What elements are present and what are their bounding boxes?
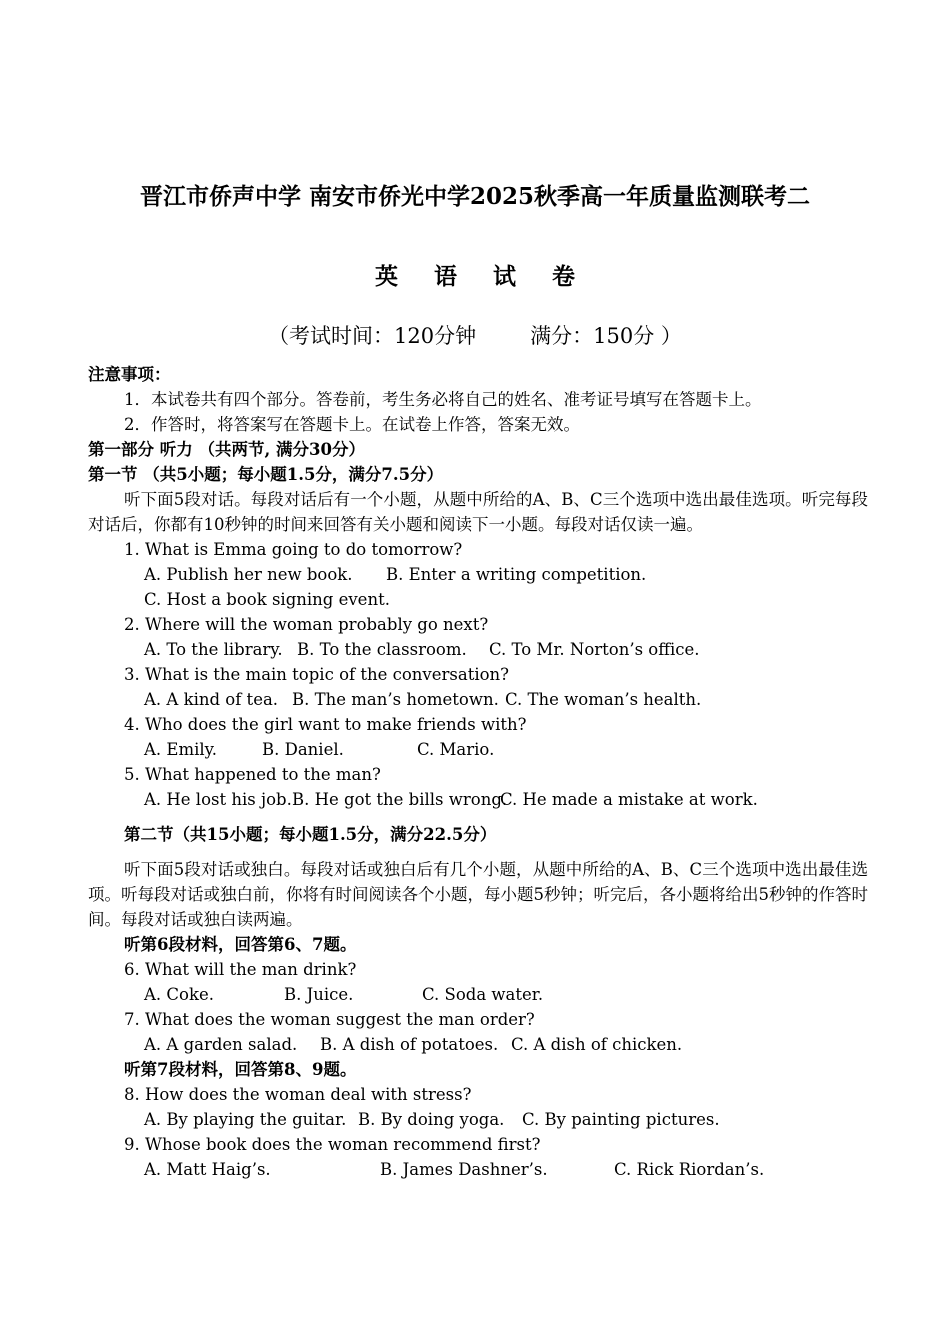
option-b: B. Juice. [284,985,354,1004]
option-b: B. The man’s hometown. [292,690,499,709]
subject-char: 英 [375,263,398,290]
option-a: A. A garden salad. [144,1035,298,1054]
option-c: C. He made a mistake at work. [500,790,758,809]
exam-score: 满分：150分 ） [530,324,682,348]
option-c: C. A dish of chicken. [511,1035,683,1054]
question-options [88,562,868,587]
part1-heading: 第一部分 听力 （共两节, 满分30分） [88,440,365,459]
exam-time-score [0,320,950,350]
question-options [88,1107,868,1132]
notice-item: 2．作答时，将答案写在答题卡上。在试卷上作答，答案无效。 [124,415,580,434]
question: 9. Whose book does the woman recommend first? [124,1135,541,1154]
material-heading: 听第6段材料，回答第6、7题。 [124,935,357,954]
notice-heading: 注意事项： [88,365,171,384]
option-c: C. Host a book signing event. [144,590,390,609]
option-b: B. By doing yoga. [358,1110,505,1129]
question-options [88,637,868,662]
notice-item: 1．本试卷共有四个部分。答卷前，考生务必将自己的姓名、准考证号填写在答题卡上。 [124,390,762,409]
option-b: B. To the classroom. [297,640,467,659]
subject-title [0,258,950,291]
option-c: C. By painting pictures. [522,1110,720,1129]
option-b: B. Enter a writing competition. [386,565,647,584]
exam-body [88,362,868,1182]
option-b: B. James Dashner’s. [380,1160,548,1179]
option-a: A. Matt Haig’s. [144,1160,271,1179]
question-options [88,1032,868,1057]
question: 3. What is the main topic of the conversation? [124,665,510,684]
option-a: A. By playing the guitar. [144,1110,347,1129]
option-b: B. A dish of potatoes. [320,1035,499,1054]
option-c: C. The woman’s health. [505,690,702,709]
section2-heading: 第二节（共15小题；每小题1.5分，满分22.5分） [124,825,497,844]
option-a: A. To the library. [144,640,283,659]
subject-char: 语 [434,263,457,290]
section1-heading: 第一节 （共5小题；每小题1.5分，满分7.5分） [88,465,444,484]
question: 5. What happened to the man? [124,765,381,784]
question-options [88,687,868,712]
question-options [88,787,868,812]
option-a: A. Emily. [144,740,218,759]
question: 6. What will the man drink? [124,960,357,979]
option-b: B. He got the bills wrong. [292,790,508,809]
option-a: A. Publish her new book. [144,565,353,584]
section1-instructions: 听下面5段对话。每段对话后有一个小题，从题中所给的A、B、C三个选项中选出最佳选项。听完每段对话后，你都有10秒钟的时间来回答有关小题和阅读下一小题。每段对话仅读一遍。 [88,490,868,534]
option-c: C. To Mr. Norton’s office. [489,640,700,659]
option-a: A. Coke. [144,985,214,1004]
question-options [88,737,868,762]
question: 2. Where will the woman probably go next? [124,615,489,634]
section2-instructions: 听下面5段对话或独白。每段对话或独白后有几个小题，从题中所给的A、B、C三个选项中选出最佳选项。听每段对话或独白前，你将有时间阅读各个小题，每小题5秒钟；听完后，各小题将给出5秒钟的作答时间。每段对话或独白读两遍。 [88,860,868,929]
option-c: C. Mario. [417,740,495,759]
option-a: A. He lost his job. [144,790,292,809]
material-heading: 听第7段材料，回答第8、9题。 [124,1060,357,1079]
question: 4. Who does the girl want to make friends with? [124,715,527,734]
option-b: B. Daniel. [262,740,344,759]
question: 7. What does the woman suggest the man order? [124,1010,535,1029]
subject-char: 卷 [552,263,575,290]
question-options [88,982,868,1007]
question-options [88,1157,868,1182]
option-c: C. Soda water. [422,985,544,1004]
exam-time: （考试时间：120分钟 [268,324,477,348]
option-a: A. A kind of tea. [144,690,279,709]
subject-char: 试 [493,263,516,290]
option-c: C. Rick Riordan’s. [614,1160,765,1179]
exam-title: 晋江市侨声中学 南安市侨光中学2025秋季高一年质量监测联考二 [139,183,811,210]
question: 8. How does the woman deal with stress? [124,1085,472,1104]
question: 1. What is Emma going to do tomorrow? [124,540,463,559]
